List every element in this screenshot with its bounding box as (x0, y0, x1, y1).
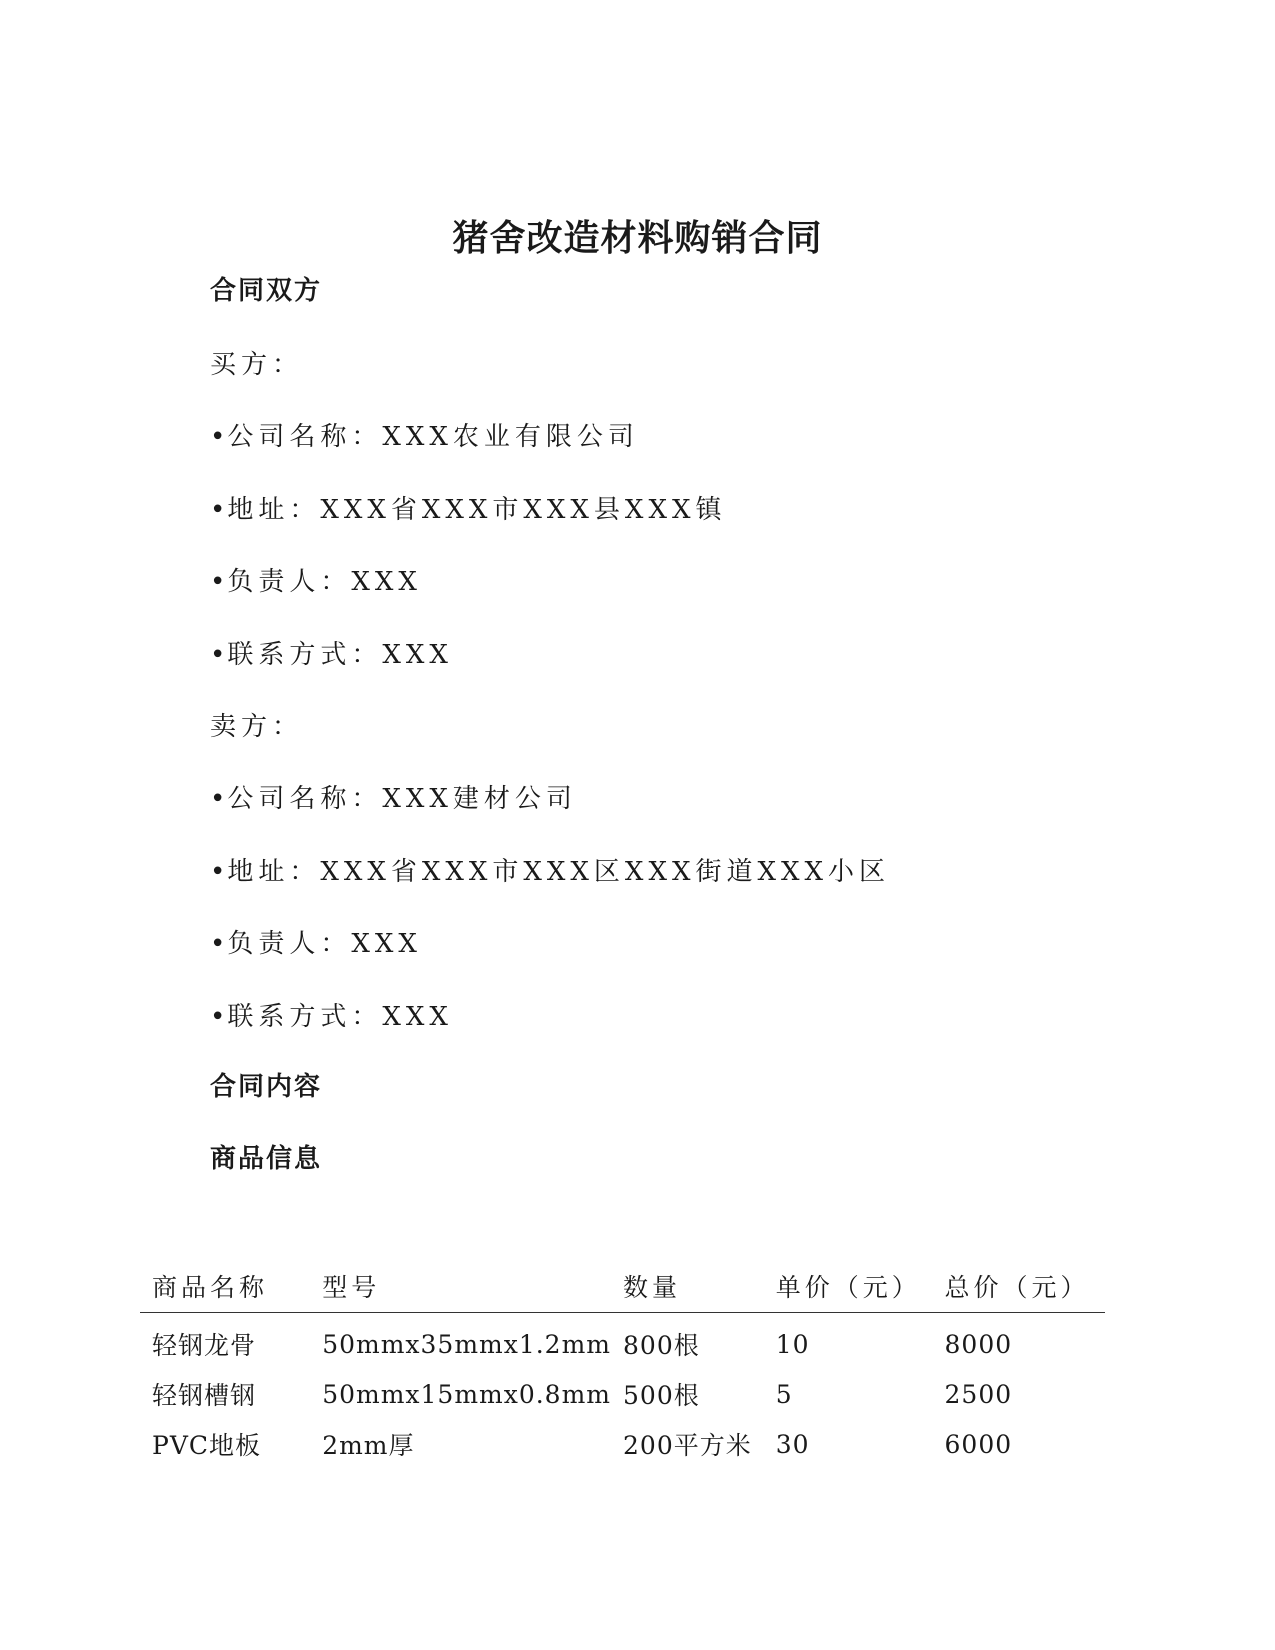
bullet: • (210, 422, 226, 452)
seller-responsible-person-text: 负责人：XXX (227, 929, 422, 959)
cell-unit-price: 30 (775, 1429, 810, 1459)
cell-model: 50mmx15mmx0.8mm (322, 1379, 612, 1409)
seller-company-name (210, 778, 577, 815)
seller-label: 卖方： (210, 712, 304, 742)
bullet: • (210, 784, 226, 814)
section-heading-parties: 合同双方 (210, 276, 323, 306)
column-header-product-name: 商品名称 (140, 1268, 310, 1313)
cell-total-price: 2500 (944, 1379, 1013, 1409)
column-header-total-price: 总价（元） (933, 1268, 1105, 1313)
bullet: • (210, 857, 226, 887)
seller-address-text: 地址：XXX省XXX市XXX区XXX街道XXX小区 (227, 857, 890, 887)
table-header-row (140, 1268, 1105, 1313)
cell-product-name: 轻钢槽钢 (152, 1381, 257, 1410)
cell-model: 2mm厚 (322, 1431, 415, 1460)
cell-quantity: 500根 (623, 1381, 700, 1410)
cell-quantity: 800根 (623, 1331, 700, 1360)
buyer-responsible-person-text: 负责人：XXX (227, 567, 422, 597)
cell-product-name: 轻钢龙骨 (152, 1331, 257, 1360)
cell-model: 50mmx35mmx1.2mm (322, 1329, 612, 1359)
seller-contact (210, 996, 453, 1033)
bullet: • (210, 1002, 226, 1032)
cell-total-price: 6000 (944, 1429, 1013, 1459)
seller-address (210, 851, 890, 888)
buyer-contact-text: 联系方式：XXX (227, 640, 453, 670)
document-title: 猪舍改造材料购销合同 (452, 218, 823, 259)
bullet: • (210, 640, 226, 670)
cell-product-name: PVC地板 (152, 1431, 262, 1460)
seller-contact-text: 联系方式：XXX (227, 1002, 453, 1032)
cell-unit-price: 5 (775, 1379, 793, 1409)
column-header-quantity: 数量 (611, 1268, 764, 1313)
buyer-address-text: 地址：XXX省XXX市XXX县XXX镇 (227, 495, 727, 525)
column-header-unit-price: 单价（元） (764, 1268, 933, 1313)
buyer-responsible-person (210, 561, 422, 598)
column-header-model: 型号 (310, 1268, 611, 1313)
cell-quantity: 200平方米 (623, 1431, 752, 1460)
buyer-company-name (210, 416, 639, 453)
goods-table (140, 1268, 1105, 1469)
table-row (140, 1313, 1105, 1370)
buyer-contact (210, 634, 453, 671)
bullet: • (210, 495, 226, 525)
seller-responsible-person (210, 923, 422, 960)
buyer-company-name-text: 公司名称：XXX农业有限公司 (227, 422, 639, 452)
section-heading-goods: 商品信息 (210, 1144, 323, 1174)
buyer-address (210, 489, 726, 526)
buyer-label: 买方： (210, 350, 304, 380)
table-row (140, 1419, 1105, 1469)
table-row (140, 1369, 1105, 1419)
cell-total-price: 8000 (944, 1329, 1013, 1359)
seller-company-name-text: 公司名称：XXX建材公司 (227, 784, 577, 814)
bullet: • (210, 567, 226, 597)
bullet: • (210, 929, 226, 959)
cell-unit-price: 10 (775, 1329, 810, 1359)
section-heading-content: 合同内容 (210, 1072, 323, 1102)
